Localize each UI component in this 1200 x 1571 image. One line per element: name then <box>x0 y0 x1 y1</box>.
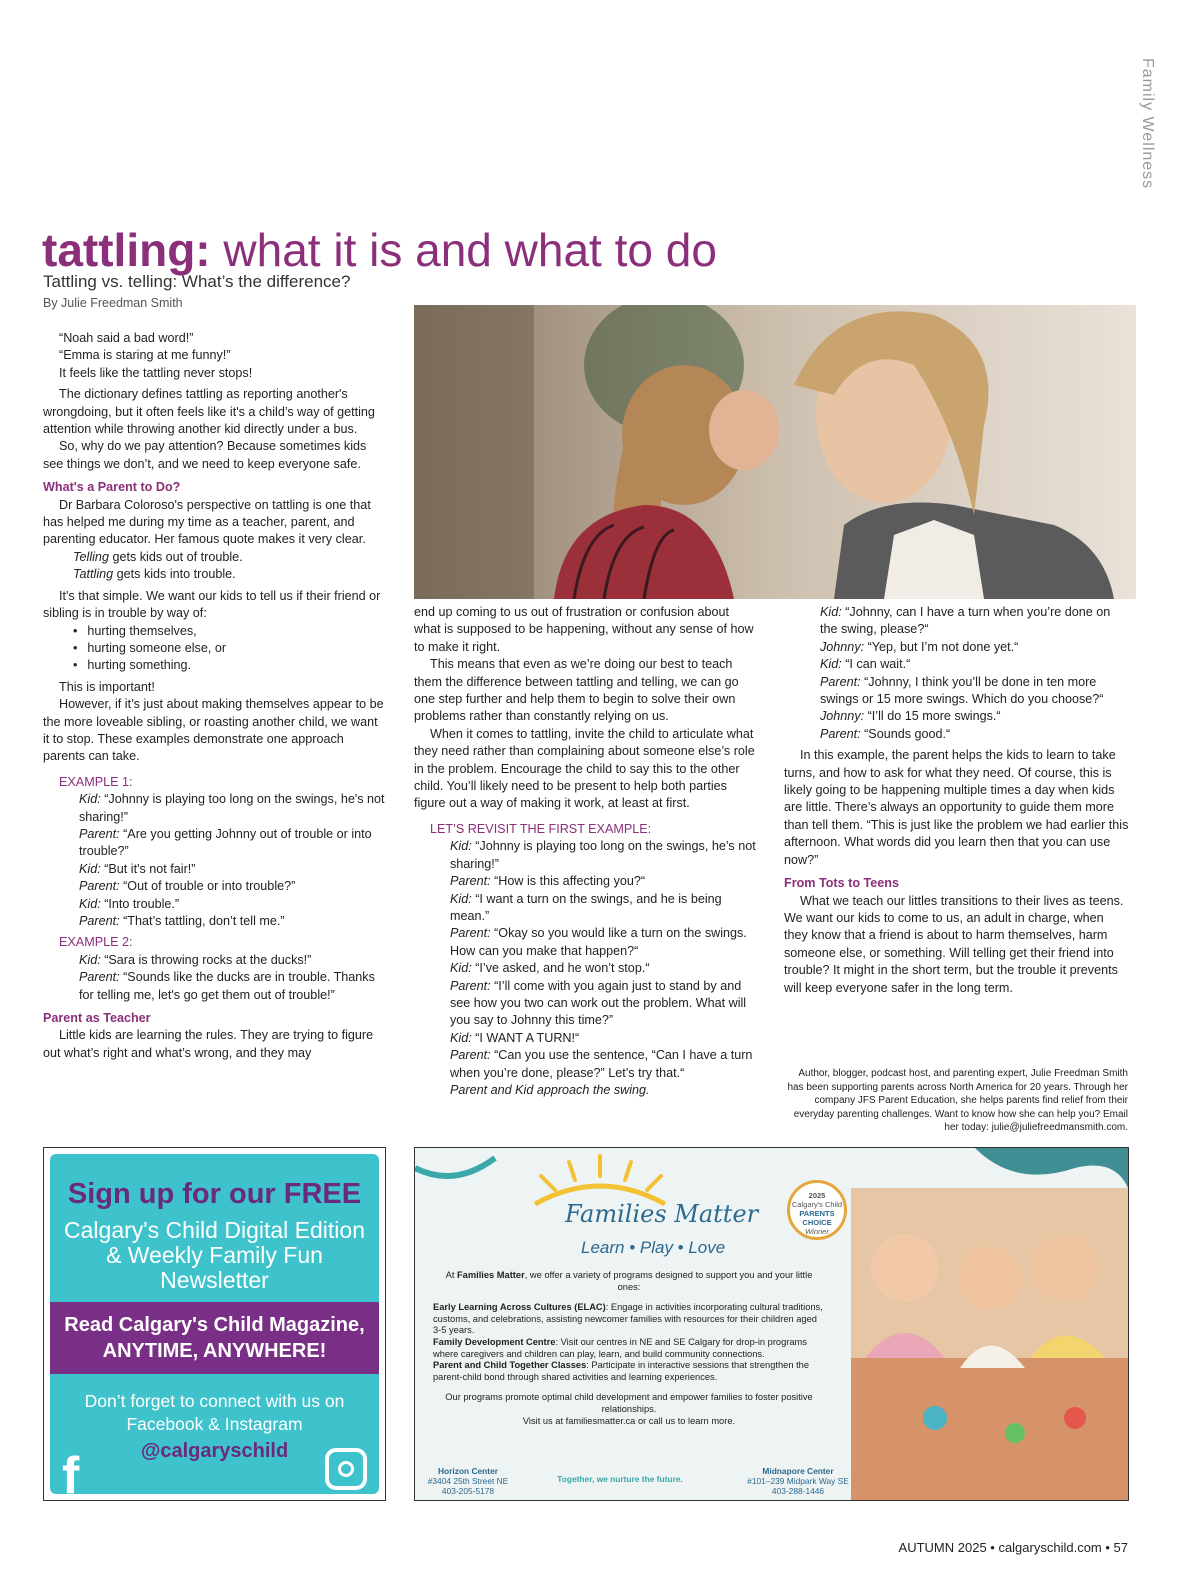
dialogue-line: Parent: “Johnny, I think you’ll be done in ten more swings or 15 more swings. Which do you choose?“ <box>820 674 1104 707</box>
section-label: Family Wellness <box>1139 58 1156 190</box>
author-bio: Author, blogger, podcast host, and parenting expert, Julie Freedman Smith has been supporting parents across North America for 20 years. Through her company JFS Parent Education, she helps parents find relief from their everyday parenting challenges. Want to know how she can help you? Email her today: julie@juliefreedmansmith.com. <box>787 1068 1128 1134</box>
dialogue-line: Kid: “I WANT A TURN!“ <box>450 1030 580 1045</box>
article-photo <box>414 305 1136 599</box>
dialogue-line: Parent: “I’ll come with you again just to stand by and see how you two can work out the problem. What will you say to Johnny this time?” <box>450 978 747 1028</box>
column-2 <box>414 604 759 1099</box>
paragraph: In this example, the parent helps the kids to learn to take turns, and how to ask for what they need. Of course, this is likely going to be happening multiple times a day when kids are little. There’s always an opportunity to guide them more than tell them. “This is just like the problem we had earlier this afternoon. What words did you learn then that you can use now?” <box>784 748 1129 867</box>
dialogue-line: Parent: “Are you getting Johnny out of trouble or into trouble?” <box>79 826 372 859</box>
instagram-icon[interactable] <box>325 1448 367 1490</box>
list-item: • hurting something. <box>73 657 385 674</box>
paragraph: It's that simple. We want our kids to tell us if their friend or sibling is in trouble by way of: <box>43 588 381 621</box>
facebook-icon[interactable]: f <box>62 1447 80 1494</box>
dialogue-line: Parent: “Sounds like the ducks are in trouble. Thanks for telling me, let's go get them out of trouble!” <box>79 970 375 1002</box>
column-3 <box>784 604 1129 997</box>
quote-line: “Emma is staring at me funny!” <box>59 348 231 363</box>
paragraph: The dictionary defines tattling as reporting another's wrongdoing, but it often feels like it's a child’s way of getting attention while throwing another kid directly under a bus. <box>43 387 375 437</box>
column-1 <box>43 330 385 1062</box>
quote-line: Telling gets kids out of trouble. <box>73 549 243 564</box>
paragraph: end up coming to us out of frustration or confusion about what is supposed to be happening, without any sense of how to make it right. <box>414 605 754 654</box>
bullet-list <box>43 623 385 675</box>
paragraph: So, why do we pay attention? Because sometimes kids see things we don’t, and we need to keep everyone safe. <box>43 439 367 471</box>
paragraph: Little kids are learning the rules. They are trying to figure out what’s right and what’s wrong, and they may <box>43 1028 374 1060</box>
newsletter-signup-ad[interactable] <box>43 1147 386 1501</box>
dialogue-line: Johnny: “I’ll do 15 more swings.“ <box>820 709 1001 724</box>
ad-body <box>433 1270 825 1432</box>
ad-outro: Our programs promote optimal child development and empower families to foster positive relationships. <box>445 1392 813 1414</box>
dialogue-line: Parent and Kid approach the swing. <box>450 1082 650 1097</box>
ad-headline: Sign up for our FREE <box>67 1178 362 1210</box>
program-item: Early Learning Across Cultures (ELAC): Engage in activities incorporating cultural traditions, customs, and celebrations, assisting newcomer families with resources for their children aged 3-5 years. <box>433 1302 823 1336</box>
slogan: Together, we nurture the future. <box>557 1474 683 1484</box>
paragraph: This is important! <box>59 679 155 694</box>
families-matter-logo: Families Matter <box>565 1200 759 1228</box>
dialogue-line: Parent: “How is this affecting you?“ <box>450 874 646 889</box>
paragraph: When it comes to tattling, invite the child to articulate what they need rather than complaining about someone else’s role in the problem. Encourage the child to say this to the other child. You’ll likely need to be present to help both parties figure out a way of making it work, at least at first. <box>414 726 755 811</box>
byline: By Julie Freedman Smith <box>43 296 183 310</box>
ad-banner: Read Calgary's Child Magazine, ANYTIME, ANYWHERE! <box>50 1302 379 1374</box>
dialogue-line: Kid: “Johnny is playing too long on the swings, he’s not sharing!” <box>450 839 756 871</box>
ad-intro: At Families Matter, we offer a variety of programs designed to support you and your little ones: <box>445 1270 813 1292</box>
page-footer: AUTUMN 2025 • calgaryschild.com • 57 <box>898 1540 1128 1555</box>
example-label: EXAMPLE 1: <box>59 774 133 789</box>
dialogue-line: Kid: “Johnny, can I have a turn when you’re done on the swing, please?“ <box>820 605 1111 637</box>
ad-visit: Visit us at familiesmatter.ca or call us to learn more. <box>522 1415 736 1426</box>
subheading: What's a Parent to Do? <box>43 480 181 495</box>
location-midnapore: Midnapore Center #101–239 Midpark Way SE 403-288-1446 <box>747 1466 849 1496</box>
program-item: Family Development Centre: Visit our centres in NE and SE Calgary for drop-in programs where caregivers and children can play, learn, and build community connections. <box>433 1336 807 1359</box>
girl-whispering-to-mother-image <box>414 305 1136 599</box>
dialogue-line: Kid: “I’ve asked, and he won’t stop.“ <box>450 961 650 976</box>
dialogue-line: Johnny: “Yep, but I’m not done yet.“ <box>820 639 1019 654</box>
dialogue-line: Parent: “Okay so you would like a turn on the swings. How can you make that happen?“ <box>450 926 747 958</box>
dialogue-line: Parent: “Can you use the sentence, “Can I have a turn when you’re done, please?” Let’s try that.“ <box>450 1048 753 1080</box>
dialogue-line: Parent: “Sounds good.“ <box>820 726 951 741</box>
ad-connect-text: Don’t forget to connect with us on Facebook & Instagram <box>84 1391 345 1434</box>
dialogue-line: Kid: “Into trouble.” <box>79 896 180 911</box>
dialogue-line: Parent: “That’s tattling, don’t tell me.” <box>79 914 285 928</box>
paragraph: Dr Barbara Coloroso's perspective on tattling is one that has helped me during my time as a teacher, parent, and parenting educator. Her famous quote makes it very clear. <box>43 497 371 547</box>
dialogue-line: Kid: “I want a turn on the swings, and he is being mean.” <box>450 891 722 923</box>
dialogue-line: Kid: “Sara is throwing rocks at the ducks!” <box>79 952 312 967</box>
list-item: • hurting someone else, or <box>73 640 385 657</box>
paragraph: This means that even as we’re doing our best to teach them the difference between tattling and telling, we can go one step further and help them to begin to solve their own problems rather than constantly relying on us. <box>414 657 739 724</box>
quote-line: “Noah said a bad word!” <box>59 331 194 345</box>
subheading: From Tots to Teens <box>784 876 899 891</box>
dialogue-line: Kid: “Johnny is playing too long on the swings, he's not sharing!” <box>79 792 385 824</box>
article-subtitle: Tattling vs. telling: What’s the difference? <box>43 272 351 291</box>
program-item: Parent and Child Together Classes: Participate in interactive sessions that strengthen the parent-child bond through shared activities and learning experiences. <box>433 1360 809 1382</box>
dialogue-line: Parent: “Out of trouble or into trouble?” <box>79 879 296 894</box>
example-label: EXAMPLE 2: <box>59 935 133 950</box>
paragraph: What we teach our littles transitions to their lives as teens. We want our kids to come to us, an adult in charge, when they know that a friend is about to harm themselves, harm someone else, or something. Will telling get their friend into trouble? It might in the short term, but the trouble it prevents will keep everyone safer in the long term. <box>784 893 1124 995</box>
parents-choice-badge: 2025 Calgary's Child PARENTS CHOICE Winner <box>787 1180 847 1240</box>
quote-line: Tattling gets kids into trouble. <box>73 567 236 582</box>
families-matter-ad[interactable] <box>414 1147 1129 1501</box>
subheading: Parent as Teacher <box>43 1011 151 1026</box>
ad-subheadline: Calgary's Child Digital Edition & Weekly Family Fun Newsletter <box>64 1217 365 1293</box>
article-title: tattling: what it is and what to do <box>42 224 717 276</box>
dialogue-line: Kid: “But it's not fair!” <box>79 861 196 876</box>
list-item: • hurting themselves, <box>73 623 385 640</box>
example-label: LET’S REVISIT THE FIRST EXAMPLE: <box>430 821 652 836</box>
location-horizon: Horizon Center #3404 25th Street NE 403-205-5178 <box>427 1466 509 1496</box>
paragraph: However, if it’s just about making themselves appear to be the more loveable sibling, or roasting another child, we want it to stop. These examples demonstrate one approach parents can take. <box>43 697 384 764</box>
social-handle[interactable]: @calgaryschild <box>140 1440 289 1462</box>
dialogue-line: Kid: “I can wait.“ <box>820 657 911 672</box>
tagline: Learn • Play • Love <box>581 1238 726 1257</box>
quote-line: It feels like the tattling never stops! <box>59 365 253 380</box>
